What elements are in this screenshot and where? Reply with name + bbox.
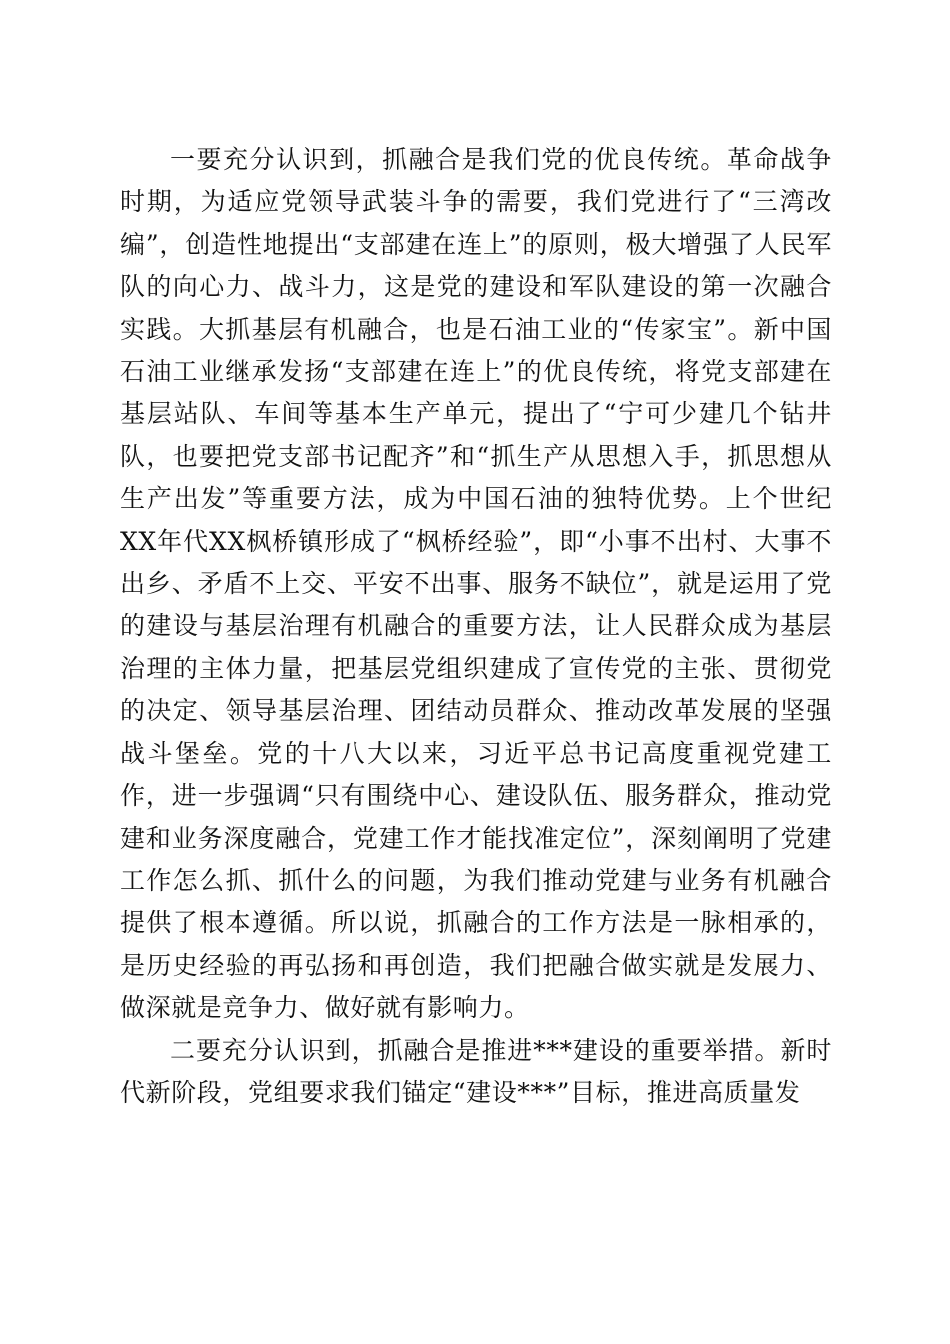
- paragraph-2: 二要充分认识到，抓融合是推进***建设的重要举措。新时代新阶段，党组要求我们锚定“建设***”目标，推进高质量发: [120, 1035, 832, 1107]
- document-body: [120, 139, 832, 1114]
- paragraph-1: 一要充分认识到，抓融合是我们党的优良传统。革命战争时期，为适应党领导武装斗争的需要，我们党进行了“三湾改编”，创造性地提出“支部建在连上”的原则，极大增强了人民军队的向心力、战斗力，这是党的建设和军队建设的第一次融合实践。大抓基层有机融合，也是石油工业的“传家宝”。新中国石油工业继承发扬“支部建在连上”的优良传统，将党支部建在基层站队、车间等基本生产单元，提出了“宁可少建几个钻井队，也要把党支部书记配齐”和“抓生产从思想入手，抓思想从生产出发”等重要方法，成为中国石油的独特优势。上个世纪XX年代XX枫桥镇形成了“枫桥经验”，即“小事不出村、大事不出乡、矛盾不上交、平安不出事、服务不缺位”，就是运用了党的建设与基层治理有机融合的重要方法，让人民群众成为基层治理的主体力量，把基层党组织建成了宣传党的主张、贯彻党的决定、领导基层治理、团结动员群众、推动改革发展的坚强战斗堡垒。党的十八大以来，习近平总书记高度重视党建工作，进一步强调“只有围绕中心、建设队伍、服务群众，推动党建和业务深度融合，党建工作才能找准定位”，深刻阐明了党建工作怎么抓、抓什么的问题，为我们推动党建与业务有机融合提供了根本遵循。所以说，抓融合的工作方法是一脉相承的，是历史经验的再弘扬和再创造，我们把融合做实就是发展力、做深就是竞争力、做好就有影响力。: [120, 145, 832, 1023]
